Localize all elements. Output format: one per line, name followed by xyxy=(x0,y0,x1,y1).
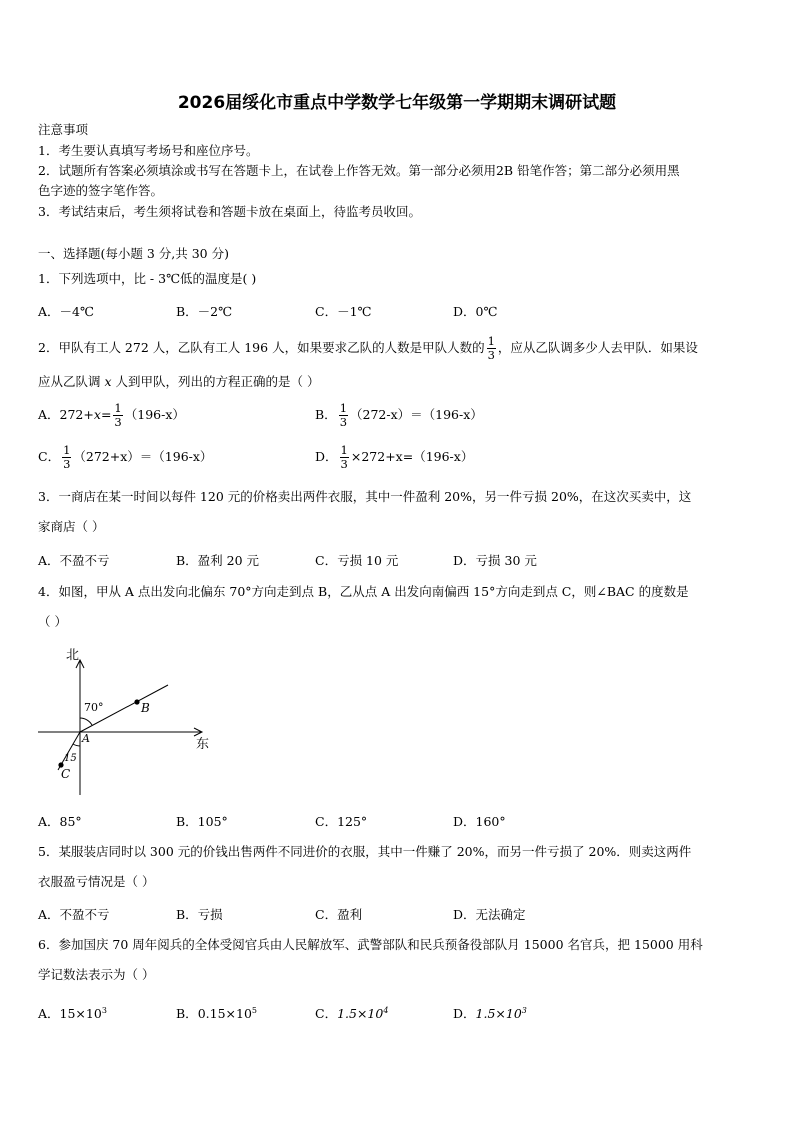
q6-d-base: 1.5×10 xyxy=(475,1006,522,1021)
q2-b-post: （272-x）＝（196-x） xyxy=(350,407,483,422)
q2-stem-b: ，应从乙队调多少人去甲队．如果设 xyxy=(497,340,698,355)
fraction-one-third xyxy=(487,335,496,362)
frac-denominator: 3 xyxy=(487,348,495,362)
q5-stem-line2: 衣服盈亏情况是（ ） xyxy=(38,874,155,889)
q2-c-label: C． xyxy=(38,449,61,464)
frac-numerator: 1 xyxy=(63,443,71,457)
q2-option-b xyxy=(315,400,483,430)
label-c: C xyxy=(61,767,71,781)
q1-option-a: A．－4℃ xyxy=(38,304,94,319)
q3-option-c: C．亏损 10 元 xyxy=(315,553,399,568)
notice-item-2: 2．试题所有答案必须填涂或书写在答题卡上，在试卷上作答无效。第一部分必须用2B 铅笔作答；第二部分必须用黑 xyxy=(38,163,680,178)
frac-denominator: 3 xyxy=(63,457,71,471)
q2-b-label: B． xyxy=(315,407,337,422)
q2-option-d xyxy=(315,442,473,472)
q2-b-frac xyxy=(339,402,348,429)
q4-stem-line2: （ ） xyxy=(38,614,67,629)
q6-option-d xyxy=(453,1004,527,1022)
q1-option-b: B．－2℃ xyxy=(176,304,233,319)
q4-option-b: B．105° xyxy=(176,814,228,829)
q6-c-base: 1.5×10 xyxy=(337,1006,384,1021)
label-a: A xyxy=(82,732,90,745)
q1-stem: 1．下列选项中，比 - 3℃低的温度是( ) xyxy=(38,271,257,286)
label-angle-70: 70° xyxy=(84,701,104,714)
q3-option-a: A．不盈不亏 xyxy=(38,553,110,568)
notice-item-3: 3．考试结束后，考生须将试卷和答题卡放在桌面上，待监考员收回。 xyxy=(38,204,421,219)
q2-a-label: A． xyxy=(38,407,60,422)
q1-option-d: D．0℃ xyxy=(453,304,498,319)
frac-numerator: 1 xyxy=(339,401,348,415)
q4-direction-figure xyxy=(30,640,230,810)
q5-option-c: C．盈利 xyxy=(315,907,363,922)
section-heading: 一、选择题(每小题 3 分,共 30 分) xyxy=(38,246,229,261)
q2-stem-a: 2．甲队有工人 272 人，乙队有工人 196 人，如果要求乙队的人数是甲队人数的 xyxy=(38,340,485,355)
q2-a-var: x xyxy=(93,407,101,422)
q3-stem-line2: 家商店（ ） xyxy=(38,519,105,534)
q2-stem-line2 xyxy=(38,373,320,391)
label-b: B xyxy=(141,701,150,715)
q5-stem-line1: 5．某服装店同时以 300 元的价钱出售两件不同进价的衣服，其中一件赚了 20%，而另一件亏损了 20%．则卖这两件 xyxy=(38,844,692,859)
q2-c-frac xyxy=(62,444,71,471)
q4-option-a: A．85° xyxy=(38,814,82,829)
q2-stem-d: 人到甲队，列出的方程正确的是（ ） xyxy=(115,374,320,389)
point-b xyxy=(134,699,139,704)
q6-stem-line1: 6．参加国庆 70 周年阅兵的全体受阅官兵由人民解放军、武警部队和民兵预备役部队月 15000 名官兵，把 15000 用科 xyxy=(38,937,703,952)
notice-heading: 注意事项 xyxy=(38,122,89,137)
q2-option-a xyxy=(38,400,185,430)
q3-option-b: B．盈利 20 元 xyxy=(176,553,260,568)
q6-d-exp: 3 xyxy=(521,1005,527,1015)
q2-a-pre: 272+ xyxy=(59,407,94,422)
q2-a-post: （196-x） xyxy=(124,407,185,422)
q2-d-frac xyxy=(340,444,349,471)
q6-b-exp: 5 xyxy=(251,1005,257,1015)
frac-numerator: 1 xyxy=(114,401,122,415)
q4-option-d: D．160° xyxy=(453,814,506,829)
q2-d-post: ×272+x=（196-x） xyxy=(350,449,474,464)
q6-stem-line2: 学记数法表示为（ ） xyxy=(38,967,155,982)
notice-item-1: 1．考生要认真填写考场号和座位序号。 xyxy=(38,143,259,158)
notice-item-2-cont: 色字迹的签字笔作答。 xyxy=(38,183,164,198)
label-east: 东 xyxy=(196,737,210,752)
q2-stem-line1 xyxy=(38,335,698,362)
q5-option-b: B．亏损 xyxy=(176,907,223,922)
frac-denominator: 3 xyxy=(339,415,348,429)
q2-a-eq: = xyxy=(100,407,112,422)
q6-a-exp: 3 xyxy=(101,1005,107,1015)
q6-b-base: 0.15×10 xyxy=(197,1006,252,1021)
frac-numerator: 1 xyxy=(487,334,495,348)
q2-var: x xyxy=(104,374,112,389)
q6-a-label: A． xyxy=(38,1006,60,1021)
q6-option-b xyxy=(176,1004,257,1022)
frac-denominator: 3 xyxy=(114,415,122,429)
angle-arc-70 xyxy=(80,718,92,725)
q2-c-post: （272+x）＝（196-x） xyxy=(73,449,213,464)
q2-d-label: D． xyxy=(315,449,338,464)
q6-option-c xyxy=(315,1004,388,1022)
q2-a-frac xyxy=(113,402,122,429)
q2-option-c xyxy=(38,442,212,472)
q3-option-d: D．亏损 30 元 xyxy=(453,553,537,568)
frac-denominator: 3 xyxy=(340,457,348,471)
q6-c-exp: 4 xyxy=(383,1005,389,1015)
q5-option-d: D．无法确定 xyxy=(453,907,526,922)
q4-option-c: C．125° xyxy=(315,814,368,829)
q6-a-base: 15×10 xyxy=(59,1006,102,1021)
q2-stem-c: 应从乙队调 xyxy=(38,374,101,389)
q6-d-label: D． xyxy=(453,1006,476,1021)
q5-option-a: A．不盈不亏 xyxy=(38,907,110,922)
page-title: 2026届绥化市重点中学数学七年级第一学期期末调研试题 xyxy=(177,93,617,113)
angle-arc-15 xyxy=(73,744,80,746)
q6-b-label: B． xyxy=(176,1006,198,1021)
q6-c-label: C． xyxy=(315,1006,338,1021)
label-north: 北 xyxy=(66,648,80,663)
q4-stem-line1: 4．如图，甲从 A 点出发向北偏东 70°方向走到点 B，乙从点 A 出发向南偏西 15°方向走到点 C，则∠BAC 的度数是 xyxy=(38,584,689,599)
label-angle-15: 15 xyxy=(64,753,77,764)
q3-stem-line1: 3．一商店在某一时间以每件 120 元的价格卖出两件衣服，其中一件盈利 20%，另一件亏损 20%，在这次买卖中，这 xyxy=(38,489,692,504)
frac-numerator: 1 xyxy=(340,443,348,457)
q6-option-a xyxy=(38,1004,107,1022)
q1-option-c: C．－1℃ xyxy=(315,304,372,319)
